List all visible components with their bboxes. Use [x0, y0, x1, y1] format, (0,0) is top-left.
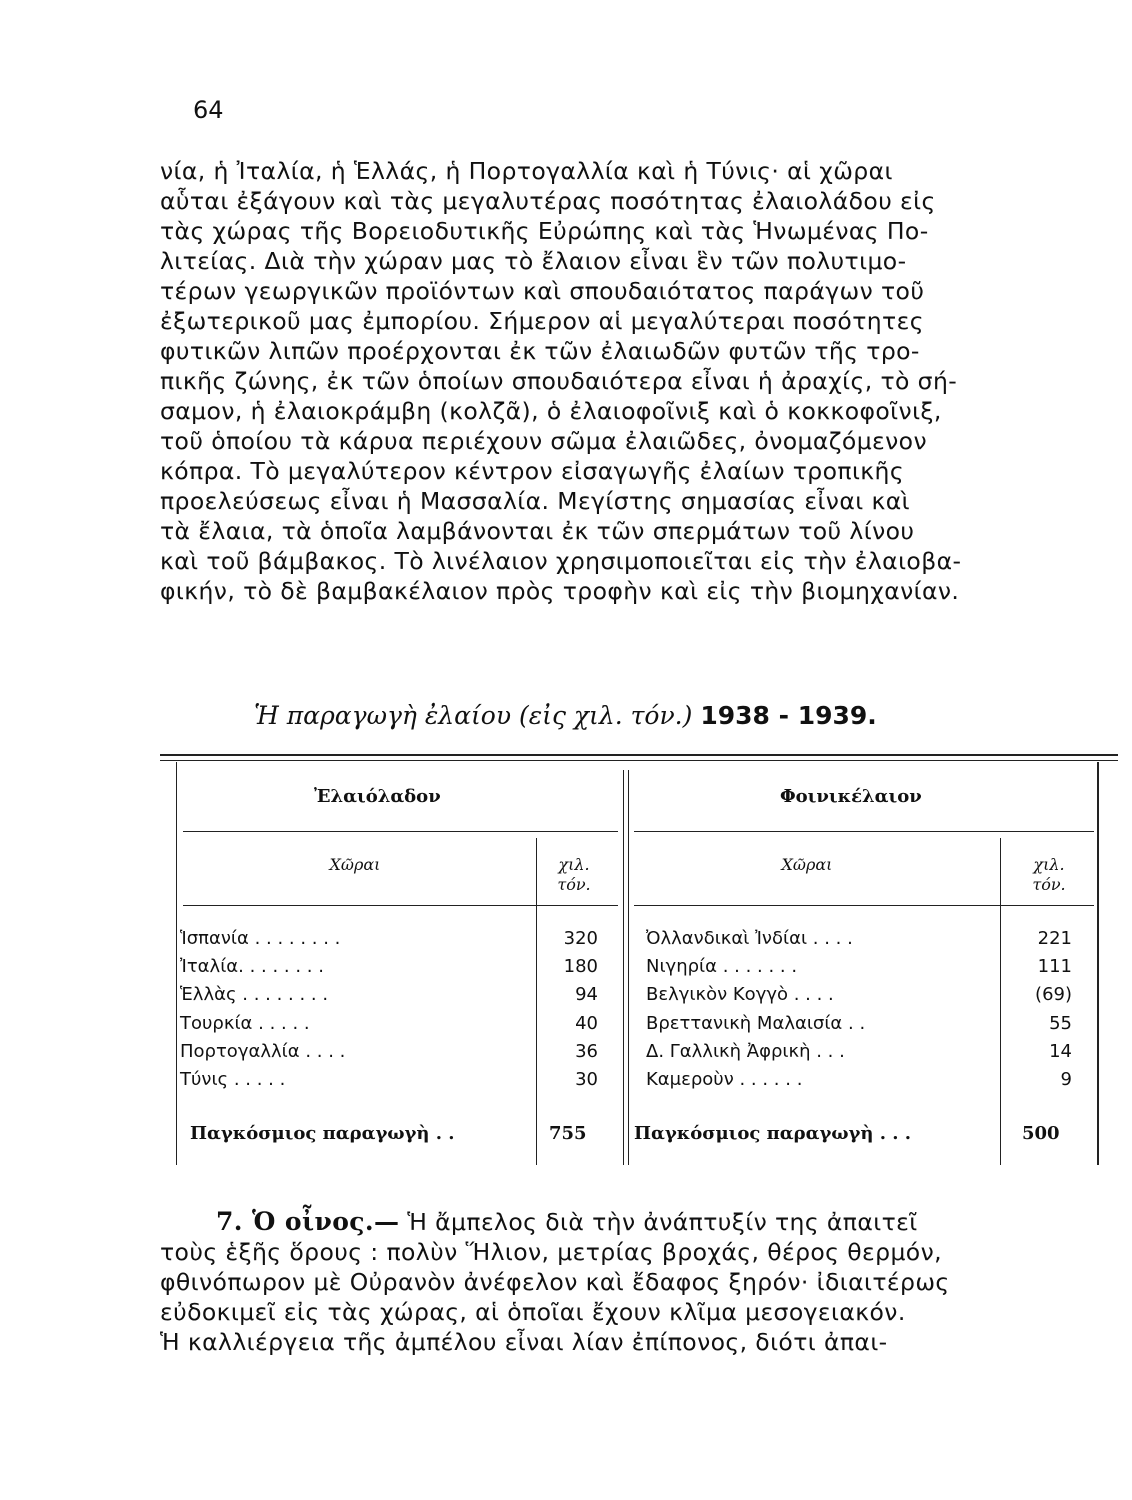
production-value: 14: [1049, 1040, 1072, 1062]
table-title-text: Ἡ παραγωγὴ ἐλαίου (εἰς χιλ. τόν.): [254, 701, 693, 730]
olive-unit-line-1: χιλ.: [558, 855, 590, 874]
production-value: 36: [575, 1040, 598, 1062]
production-value: (69): [1035, 984, 1072, 1006]
body-paragraph: [160, 156, 1130, 606]
country-name: Βελγικὸν Κογγὸ . . . .: [646, 984, 834, 1006]
table-row: [180, 1066, 600, 1094]
table-row: [646, 981, 1076, 1009]
palm-total-value: 500: [1022, 1123, 1060, 1144]
text-line: κόπρα. Τὸ μεγαλύτερον κέντρον εἰσαγωγῆς ἐλαίων τροπικῆς: [160, 457, 905, 485]
production-value: 180: [563, 956, 598, 978]
text-line: [160, 1207, 1130, 1237]
country-name: Βρεττανικὴ Μαλαισία . .: [646, 1012, 866, 1034]
production-value: 30: [575, 1068, 598, 1090]
olive-rows: [180, 925, 600, 1094]
text-line: εὐδοκιμεῖ εἰς τὰς χώρας, αἱ ὁποῖαι ἔχουν κλῖμα μεσογειακόν.: [160, 1298, 906, 1326]
text-line: σαμον, ἡ ἐλαιοκράμβη (κολζᾶ), ὁ ἐλαιοφοῖνιξ καὶ ὁ κοκκοφοῖνιξ,: [160, 397, 942, 425]
text-line: τέρων γεωργικῶν προϊόντων καὶ σπουδαιότατος παράγων τοῦ: [160, 277, 925, 305]
production-value: 40: [575, 1012, 598, 1034]
header-rule: [634, 831, 1094, 832]
olive-unit-line-2: τόν.: [557, 875, 591, 894]
header-rule: [183, 831, 618, 832]
text-line: λιτείας. Διὰ τὴν χώραν μας τὸ ἔλαιον εἶναι ἓν τῶν πολυτιμο-: [160, 247, 907, 275]
production-value: 221: [1037, 928, 1072, 949]
text-line: Ἡ καλλιέργεια τῆς ἀμπέλου εἶναι λίαν ἐπίπονος, διότι ἀπαι-: [160, 1328, 888, 1356]
production-value: 55: [1049, 1012, 1072, 1034]
text-line: αὗται ἐξάγουν καὶ τὰς μεγαλυτέρας ποσότητας ἐλαιολάδου εἰς: [160, 187, 936, 215]
country-name: Νιγηρία . . . . . . .: [646, 956, 798, 978]
country-name: Δ. Γαλλικὴ Ἀφρικὴ . . .: [646, 1040, 845, 1062]
country-name: Ἑλλὰς . . . . . . . .: [180, 984, 329, 1006]
table-row: [180, 953, 600, 981]
country-name: Ἱσπανία . . . . . . . .: [180, 928, 341, 949]
text-line: καὶ τοῦ βάμβακος. Τὸ λινέλαιον χρησιμοποιεῖται εἰς τὴν ἐλαιοβα-: [160, 547, 962, 575]
text-line: νία, ἡ Ἰταλία, ἡ Ἑλλάς, ἡ Πορτογαλλία καὶ ἡ Τύνις· αἱ χῶραι: [160, 157, 893, 185]
table-title: [254, 701, 877, 730]
table-row: [646, 1010, 1076, 1038]
table-row: [180, 925, 600, 953]
table-row: [180, 981, 600, 1009]
production-value: 111: [1037, 956, 1072, 978]
palm-oil-heading: Φοινικέλαιον: [780, 786, 922, 807]
country-name: Τουρκία . . . . .: [180, 1012, 310, 1034]
text-line: ἐξωτερικοῦ μας ἐμπορίου. Σήμερον αἱ μεγαλύτεραι ποσότητες: [160, 307, 924, 335]
table-left-border: [176, 762, 177, 1165]
text-line: τὰ ἔλαια, τὰ ὁποῖα λαμβάνονται ἐκ τῶν σπερμάτων τοῦ λίνου: [160, 517, 915, 545]
text-line: τὰς χώρας τῆς Βορειοδυτικῆς Εὐρώπης καὶ τὰς Ἡνωμένας Πο-: [160, 217, 929, 245]
production-value: 9: [1060, 1068, 1072, 1090]
table-center-divider: [623, 770, 624, 1165]
olive-unit-header: [544, 855, 604, 895]
palm-unit-line-2: τόν.: [1032, 875, 1066, 894]
table-top-rule: [160, 754, 1118, 756]
section-line-text: Ἡ ἄμπελος διὰ τὴν ἀνάπτυξίν της ἀπαιτεῖ: [407, 1208, 918, 1236]
olive-total-value: 755: [549, 1123, 587, 1144]
table-row: [646, 1038, 1076, 1066]
table-top-rule: [160, 760, 1118, 761]
country-name: Ὀλλανδικαὶ Ἰνδίαι . . . .: [646, 928, 853, 949]
production-value: 94: [575, 984, 598, 1006]
text-line: φικήν, τὸ δὲ βαμβακέλαιον πρὸς τροφὴν καὶ εἰς τὴν βιομηχανίαν.: [160, 577, 960, 605]
table-title-years: 1938 - 1939.: [700, 701, 877, 730]
palm-unit-line-1: χιλ.: [1033, 855, 1065, 874]
table-center-divider: [628, 770, 629, 1165]
palm-total-label: Παγκόσμιος παραγωγὴ . . .: [634, 1123, 912, 1144]
table-row: [646, 953, 1076, 981]
section-paragraph: [160, 1207, 1130, 1357]
text-line: τοῦ ὁποίου τὰ κάρυα περιέχουν σῶμα ἐλαιῶδες, ὀνομαζόμενον: [160, 427, 927, 455]
palm-unit-header: [1014, 855, 1084, 895]
table-row: [646, 925, 1076, 953]
olive-country-header: Χῶραι: [329, 855, 381, 874]
subheader-rule: [634, 905, 1094, 906]
country-name: Πορτογαλλία . . . .: [180, 1040, 346, 1062]
palm-rows: [646, 925, 1076, 1094]
text-line: προελεύσεως εἶναι ἡ Μασσαλία. Μεγίστης σημασίας εἶναι καὶ: [160, 487, 910, 515]
olive-oil-heading: Ἐλαιόλαδον: [314, 786, 441, 807]
page-number: 64: [193, 96, 224, 124]
table-row: [180, 1010, 600, 1038]
country-name: Ἰταλία. . . . . . . .: [180, 956, 324, 978]
country-name: Τύνις . . . . .: [180, 1068, 286, 1090]
production-value: 320: [563, 928, 598, 949]
palm-country-header: Χῶραι: [781, 855, 833, 874]
table-row: [180, 1038, 600, 1066]
text-line: πικῆς ζώνης, ἐκ τῶν ὁποίων σπουδαιότερα εἶναι ἡ ἀραχίς, τὸ σή-: [160, 367, 958, 395]
text-line: φθινόπωρον μὲ Οὐρανὸν ἀνέφελον καὶ ἔδαφος ξηρόν· ἰδιαιτέρως: [160, 1268, 950, 1296]
olive-total-label: Παγκόσμιος παραγωγὴ . .: [190, 1123, 455, 1144]
text-line: τοὺς ἑξῆς ὅρους : πολὺν Ἥλιον, μετρίας βροχάς, θέρος θερμόν,: [160, 1238, 942, 1266]
text-line: φυτικῶν λιπῶν προέρχονται ἐκ τῶν ἐλαιωδῶν φυτῶν τῆς τρο-: [160, 337, 920, 365]
table-row: [646, 1066, 1076, 1094]
table-right-border: [1097, 762, 1099, 1165]
country-name: Καμεροὺν . . . . . .: [646, 1068, 803, 1090]
section-heading: 7. Ὁ οἶνος.—: [216, 1207, 400, 1236]
subheader-rule: [183, 905, 618, 906]
